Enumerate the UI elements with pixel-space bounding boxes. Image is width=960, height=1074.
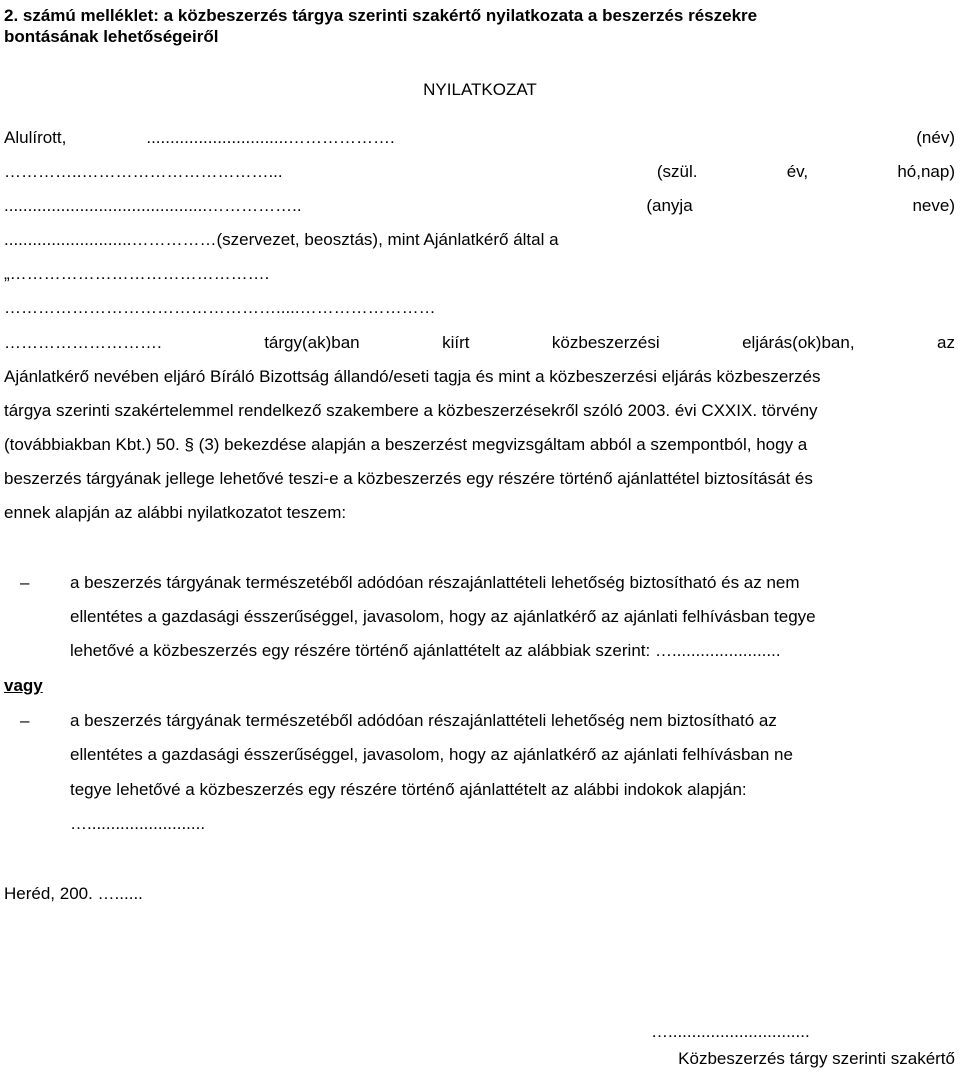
label-neve: neve) [912,196,955,215]
signature-line: ….............................. [651,1022,810,1041]
label-ho-nap: hó,nap) [897,162,955,181]
mother-name-line [4,196,955,216]
option-2-line-3: tegye lehetővé a közbeszerzés egy részére történő ajánlattételt az alábbi indokok alapján: [70,780,747,799]
attachment-heading-line-1: 2. számú melléklet: a közbeszerzés tárgya szerinti szakértő nyilatkozata a beszerzés részekre [4,6,758,25]
subject-blank: ………………………. [4,333,162,352]
label-ev: év, [786,162,809,181]
paragraph-line-2: tárgya szerinti szakértelemmel rendelkező szakembere a közbeszerzésekről szóló 2003. évi CXXIX. törvény [4,401,818,420]
document-title: NYILATKOZAT [423,80,537,99]
label-nev: (név) [916,128,955,147]
paragraph-line-1: Ajánlatkérő nevében eljáró Bíráló Bizottság állandó/eseti tagja és mint a közbeszerzési eljárás közbeszerzés [4,367,821,386]
option-2-line-2: ellentétes a gazdasági ésszerűséggel, javasolom, hogy az ajánlatkérő az ajánlati felhívásban ne [70,745,793,764]
attachment-heading-line-2: bontásának lehetőségeiről [4,27,219,46]
option-1-line-1: a beszerzés tárgyának természetéből adódóan részajánlattételi lehetőség biztosítható és az nem [70,573,800,592]
paragraph-line-4: beszerzés tárgyának jellege lehetővé teszi-e a közbeszerzés egy részére történő ajánlattétel biztosítását és [4,469,813,488]
birth-date-line [4,162,955,182]
paragraph-line-5: ennek alapján az alábbi nyilatkozatot teszem: [4,503,347,522]
birth-blank: …………..……………………………... [4,162,283,181]
word-kozbeszerzesi: közbeszerzési [551,333,660,352]
label-szul: (szül. [656,162,698,181]
word-targyakban: tárgy(ak)ban [264,333,360,352]
subject-blank-line-2: ………………………………………….....…………………… [4,298,436,317]
mother-blank: ...........................................…………….. [4,196,302,215]
label-anyja: (anyja [646,196,693,215]
declarant-name-line [4,128,955,148]
subject-blank-line-1: „………………………………………. [4,264,270,283]
option-2-line-4: …......................... [70,814,206,833]
subject-line [4,333,955,353]
word-kiirt: kiírt [442,333,470,352]
name-blank: ..............................………………. [146,128,395,147]
label-alulirott: Alulírott, [4,128,67,147]
place-date: Heréd, 200. …...... [4,884,143,903]
option-1-bullet: – [20,573,30,592]
option-2-bullet: – [20,711,30,730]
word-az: az [937,333,955,352]
option-1-line-2: ellentétes a gazdasági ésszerűséggel, javasolom, hogy az ajánlatkérő az ajánlati felhívásban tegye [70,607,816,626]
option-1-line-3: lehetővé a közbeszerzés egy részére történő ajánlattételt az alábbiak szerint: …....................... [70,641,781,660]
or-separator: vagy [4,676,43,695]
organization-line: ...........................……………(szervezet, beosztás), mint Ajánlatkérő által a [4,230,559,249]
option-2-line-1: a beszerzés tárgyának természetéből adódóan részajánlattételi lehetőség nem biztosítható az [70,711,777,730]
signature-label: Közbeszerzés tárgy szerinti szakértő [678,1049,955,1068]
paragraph-line-3: (továbbiakban Kbt.) 50. § (3) bekezdése alapján a beszerzést megvizsgáltam abból a szempontból, hogy a [4,435,808,454]
word-eljarasokban: eljárás(ok)ban, [742,333,855,352]
